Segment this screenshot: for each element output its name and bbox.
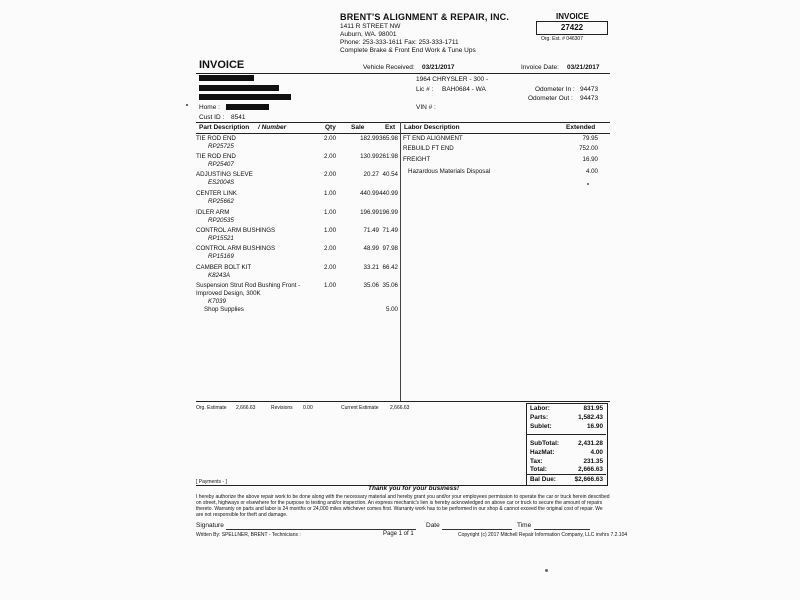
shop-supplies-ext: 5.00 (385, 306, 398, 313)
authorization-text-line-1: I hereby authorize the above repair work to be done along with the necessary material and hereby grant you and/or your employees permission to operate the car or truck herein described (196, 494, 610, 500)
part-sale: 20.27 (363, 171, 379, 178)
part-ext: 440.99 (379, 190, 398, 197)
hazmat-value: 4.00 (590, 449, 603, 456)
part-ext: 261.98 (379, 153, 398, 160)
part-sale: 196.99 (360, 209, 379, 216)
balance-due-label: Bal Due: (530, 476, 556, 483)
labor-ext: 4.00 (585, 168, 598, 175)
org-estimate-label: Org. Estimate (196, 405, 227, 411)
part-sale: 182.99 (360, 135, 379, 142)
parts-header-sale: Sale (351, 124, 365, 131)
balance-due-value: $2,666.63 (574, 476, 603, 483)
part-qty: 1.00 (324, 190, 337, 197)
part-sale: 33.21 (363, 264, 379, 271)
labor-ext: 16.90 (582, 156, 598, 163)
header-divider (196, 73, 610, 74)
part-sale: 440.99 (360, 190, 379, 197)
thank-you-message: Thank you for your business! (368, 485, 460, 492)
part-ext: 40.54 (382, 171, 398, 178)
shop-phone: Phone: 253-333-1611 Fax: 253-333-1711 (340, 39, 459, 46)
payments-label: [ Payments - ] (196, 479, 227, 485)
part-desc: IDLER ARM (196, 209, 230, 216)
parts-header-desc: Part Description (199, 124, 250, 131)
invoice-date-label: Invoice Date: (521, 64, 559, 71)
redacted-customer-name (199, 75, 254, 81)
part-qty: 1.00 (324, 227, 337, 234)
part-ext: 35.06 (382, 282, 398, 289)
shop-city: Auburn, WA. 98001 (340, 31, 397, 38)
redacted-customer-address (199, 85, 279, 91)
labor-desc: FREIGHT (403, 156, 431, 163)
authorization-text-line-4: are not responsible for theft and damage. (196, 512, 288, 518)
balance-divider (527, 474, 606, 475)
parts-header-number: / Number (258, 124, 287, 131)
date-label: Date (426, 522, 440, 529)
invoice-number: 27422 (536, 21, 608, 35)
part-number: RP25662 (208, 198, 234, 205)
revisions-label: Revisions (271, 405, 293, 411)
labor-header-ext: Extended (566, 124, 596, 131)
part-number: RP25725 (208, 143, 234, 150)
shop-name: BRENT'S ALIGNMENT & REPAIR, INC. (340, 12, 510, 22)
vehicle-description: 1964 CHRYSLER - 300 - (416, 76, 489, 83)
labor-desc: REBUILD FT END (403, 145, 454, 152)
part-desc-continued: Improved Design, 300K (196, 290, 261, 297)
scan-speck (587, 183, 589, 185)
part-number: K8243A (208, 272, 231, 279)
part-number: ES2004S (208, 179, 235, 186)
subtotal-label: SubTotal: (530, 440, 559, 447)
parts-total-value: 1,582.43 (578, 414, 603, 421)
redacted-home-phone (226, 104, 269, 110)
part-qty: 2.00 (324, 245, 337, 252)
part-number: RP15169 (208, 253, 234, 260)
odometer-in: 94473 (580, 86, 599, 93)
labor-header-desc: Labor Description (404, 124, 460, 131)
parts-header-ext: Ext (385, 124, 396, 131)
subtotal-value: 2,431.28 (578, 440, 603, 447)
grand-total-label: Total: (530, 466, 547, 473)
part-sale: 48.99 (363, 245, 379, 252)
invoice-date: 03/21/2017 (567, 64, 600, 71)
written-by: Written By: SPELLNER, BRENT - Technicians : (196, 532, 301, 538)
part-sale: 35.06 (363, 282, 379, 289)
license-number: BAH0684 - WA (442, 86, 486, 93)
sublet-total-label: Sublet: (530, 423, 552, 430)
part-sale: 71.49 (363, 227, 379, 234)
labor-desc: Hazardous Materials Disposal (408, 168, 491, 175)
invoice-title: INVOICE (199, 59, 245, 71)
vehicle-received-date: 03/21/2017 (422, 64, 455, 71)
part-qty: 2.00 (324, 171, 337, 178)
part-qty: 2.00 (324, 153, 337, 160)
sublet-total-value: 16.90 (587, 423, 603, 430)
part-desc: CONTROL ARM BUSHINGS (196, 245, 276, 252)
scan-speck (545, 569, 548, 572)
shop-tagline: Complete Brake & Front End Work & Tune Ups (340, 47, 476, 54)
part-qty: 1.00 (324, 282, 337, 289)
part-ext: 97.98 (382, 245, 398, 252)
part-desc: CONTROL ARM BUSHINGS (196, 227, 276, 234)
parts-labor-divider (400, 122, 401, 401)
part-qty: 2.00 (324, 264, 337, 271)
part-number: RP20535 (208, 217, 234, 224)
signature-line (226, 529, 416, 530)
parts-header-qty: Qty (325, 124, 336, 131)
grand-total-value: 2,666.63 (578, 466, 603, 473)
tax-value: 231.35 (583, 458, 603, 465)
estimates-top-border (196, 401, 610, 402)
labor-desc: FT END ALIGNMENT (403, 135, 463, 142)
odometer-in-label: Odometer In : (535, 86, 575, 93)
part-desc: TIE ROD END (196, 135, 236, 142)
copyright: Copyright (c) 2017 Mitchell Repair Information Company, LLC invhrs 7.2.104 (458, 532, 628, 538)
cust-id-label: Cust ID : (199, 114, 225, 121)
current-estimate-label: Current Estimate (341, 405, 379, 411)
table-top-border (196, 122, 610, 123)
part-ext: 66.42 (382, 264, 398, 271)
time-label: Time (517, 522, 532, 529)
part-number: RP15521 (208, 235, 234, 242)
time-line (534, 529, 590, 530)
part-qty: 2.00 (324, 135, 337, 142)
page-number: Page 1 of 1 (383, 531, 414, 537)
revisions-value: 0.00 (303, 405, 313, 411)
original-estimate-number: Org. Est. # 046307 (541, 36, 583, 42)
redacted-customer-city (199, 94, 291, 100)
part-ext: 365.98 (379, 135, 398, 142)
part-desc: CENTER LINK (196, 190, 237, 197)
vehicle-received-label: Vehicle Received: (363, 64, 415, 71)
date-line (442, 529, 512, 530)
authorization-text-line-3: thereto. Warranty on parts and labor is 24 months or 24,000 miles whichever comes first. Warranty work has to be performed in our shop & cannot exceed the original cost of repair. We (196, 506, 603, 512)
org-estimate-value: 2,666.63 (236, 405, 256, 411)
payments-divider (196, 485, 526, 486)
vin-label: VIN # : (416, 104, 436, 111)
part-desc: TIE ROD END (196, 153, 236, 160)
hazmat-label: HazMat: (530, 449, 555, 456)
part-number: K7039 (208, 298, 226, 305)
authorization-text-line-2: on street, highways or elsewhere for the purpose to testing and/or inspection. An express mechanic's lien is hereby acknowledged on above car or truck to secure the amount of repairs (196, 500, 603, 506)
labor-ext: 752.00 (579, 145, 598, 152)
labor-ext: 79.95 (582, 135, 598, 142)
table-header-border (196, 133, 610, 134)
cust-id: 8541 (231, 114, 246, 121)
shop-supplies-label: Shop Supplies (204, 306, 244, 313)
invoice-box-label: INVOICE (556, 12, 589, 21)
part-sale: 130.99 (360, 153, 379, 160)
odometer-out: 94473 (580, 95, 599, 102)
scan-speck (186, 104, 188, 106)
part-ext: 71.49 (382, 227, 398, 234)
labor-total-label: Labor: (530, 405, 550, 412)
license-label: Lic # : (416, 86, 434, 93)
odometer-out-label: Odometer Out : (528, 95, 573, 102)
part-ext: 196.99 (379, 209, 398, 216)
current-estimate-value: 2,666.63 (390, 405, 410, 411)
part-desc: Suspension Strut Rod Bushing Front - (196, 282, 301, 289)
part-desc: ADJUSTING SLEVE (196, 171, 253, 178)
part-number: RP25407 (208, 161, 234, 168)
part-desc: CAMBER BOLT KIT (196, 264, 252, 271)
labor-total-value: 831.95 (583, 405, 603, 412)
totals-divider (527, 434, 606, 435)
part-qty: 1.00 (324, 209, 337, 216)
tax-label: Tax: (530, 458, 543, 465)
signature-label: Signature (196, 522, 224, 529)
home-label: Home : (199, 104, 220, 111)
parts-total-label: Parts: (530, 414, 549, 421)
shop-street: 1411 R STREET NW (340, 23, 401, 30)
